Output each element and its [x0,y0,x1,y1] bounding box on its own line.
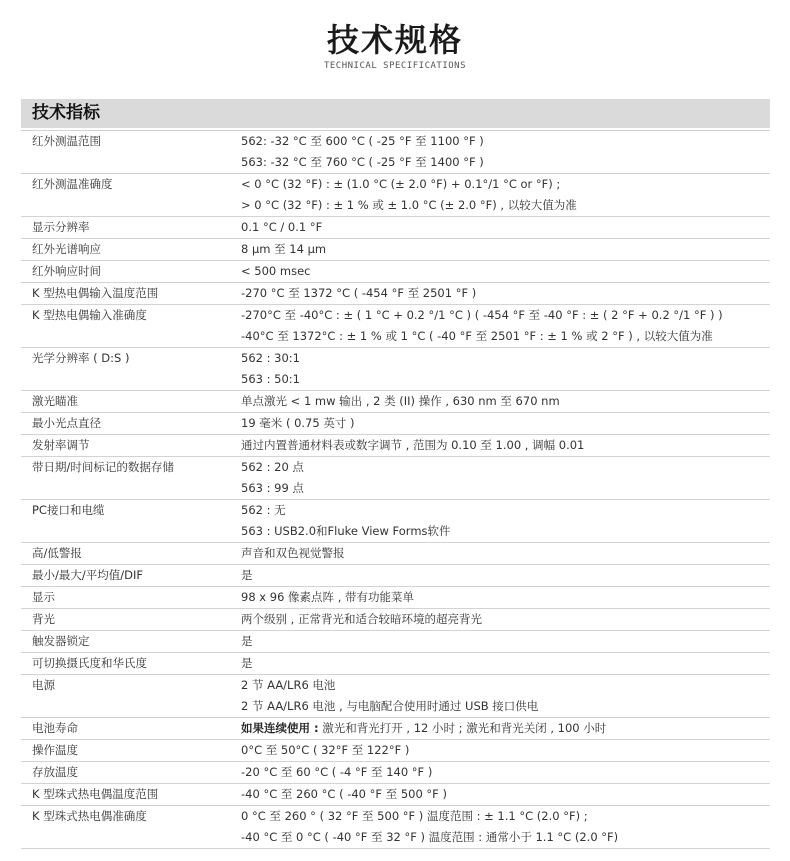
spec-value: 通过内置普通材料表或数字调节 , 范围为 0.10 至 1.00 , 调幅 0.01 [241,438,585,452]
spec-value: 声音和双色视觉警报 [241,546,345,560]
spec-label: 红外测温范围 [32,134,101,148]
spec-values [241,283,770,304]
spec-label: 触发器锁定 [32,634,90,648]
spec-label: K 型珠式热电偶温度范围 [32,787,159,801]
spec-values [241,587,770,608]
spec-values [241,784,770,805]
spec-value: 0°C 至 50°C ( 32°F 至 122°F ) [241,743,410,757]
spec-value: -270 °C 至 1372 °C ( -454 °F 至 2501 °F ) [241,286,477,300]
spec-label: 操作温度 [32,743,78,757]
spec-row [21,261,770,283]
spec-label: 红外响应时间 [32,264,101,278]
spec-label: K 型珠式热电偶准确度 [32,809,147,823]
spec-value: 是 [241,568,253,582]
spec-values [241,675,770,717]
spec-label: 高/低警报 [32,546,82,560]
spec-values [241,174,770,216]
spec-label: 电源 [32,678,55,692]
spec-value: 563 : 50:1 [241,372,300,386]
spec-row [21,806,770,849]
spec-value: -270°C 至 -40°C : ± ( 1 °C + 0.2 °/1 °C ) ( -454 °F 至 -40 °F : ± ( 2 °F + 0.2 °/1 °F ) ) [241,308,723,322]
spec-values [241,457,770,499]
spec-value: 两个级别 , 正常背光和适合较暗环境的超亮背光 [241,612,482,626]
spec-row [21,413,770,435]
spec-value: 8 µm 至 14 µm [241,242,327,256]
spec-values [241,261,770,282]
spec-value [241,718,770,739]
spec-label: K 型热电偶输入温度范围 [32,286,159,300]
spec-label: 红外测温准确度 [32,177,113,191]
spec-row [21,391,770,413]
spec-values [241,413,770,434]
spec-values [241,718,770,739]
spec-values [241,631,770,652]
spec-row [21,784,770,806]
spec-values [241,391,770,412]
spec-row [21,457,770,500]
spec-label: 可切换摄氏度和华氏度 [32,656,147,670]
spec-values [241,543,770,564]
spec-row [21,740,770,762]
spec-label: 存放温度 [32,765,78,779]
spec-value: -40 °C 至 0 °C ( -40 °F 至 32 °F ) 温度范围 : 通常小于 1.1 °C (2.0 °F) [241,830,619,844]
spec-value: > 0 °C (32 °F) : ± 1 % 或 ± 1.0 °C (± 2.0 °F) , 以较大值为准 [241,198,577,212]
spec-row [21,130,770,174]
spec-row [21,631,770,653]
page-subtitle: TECHNICAL SPECIFICATIONS [323,61,467,71]
spec-label: 红外光谱响应 [32,242,101,256]
spec-values [241,762,770,783]
spec-value: 562 : 30:1 [241,351,300,365]
spec-value: 563 : 99 点 [241,481,304,495]
spec-value: 2 节 AA/LR6 电池 , 与电脑配合使用时通过 USB 接口供电 [241,699,539,713]
spec-value: 单点激光 < 1 mw 输出 , 2 类 (II) 操作 , 630 nm 至 670 nm [241,394,560,408]
spec-label: 显示 [32,590,55,604]
spec-value: -40°C 至 1372°C : ± 1 % 或 1 °C ( -40 °F 至 2501 °F : ± 1 % 或 2 °F ) , 以较大值为准 [241,329,713,343]
spec-values [241,305,770,347]
spec-label: 带日期/时间标记的数据存储 [32,460,174,474]
spec-value: 562 : 20 点 [241,460,304,474]
spec-row [21,435,770,457]
spec-values [241,217,770,238]
spec-value: 是 [241,656,253,670]
spec-values [241,565,770,586]
spec-values [241,131,770,173]
spec-value: 2 节 AA/LR6 电池 [241,678,336,692]
section-header: 技术指标 [21,99,770,128]
spec-label: 最小光点直径 [32,416,101,430]
spec-label: 最小/最大/平均值/DIF [32,568,143,582]
spec-row [21,762,770,784]
spec-values [241,806,770,848]
spec-row [21,543,770,565]
spec-values [241,435,770,456]
spec-label: 背光 [32,612,55,626]
spec-value: -20 °C 至 60 °C ( -4 °F 至 140 °F ) [241,765,433,779]
spec-row [21,565,770,587]
spec-value: 562 : 无 [241,503,286,517]
spec-row [21,217,770,239]
spec-row [21,283,770,305]
spec-value: 是 [241,634,253,648]
spec-label: 显示分辨率 [32,220,90,234]
spec-row [21,174,770,217]
spec-value: 562: -32 °C 至 600 °C ( -25 °F 至 1100 °F ) [241,134,484,148]
spec-values [241,239,770,260]
spec-row [21,675,770,718]
spec-label: 光学分辨率 ( D:S ) [32,351,130,365]
spec-label: K 型热电偶输入准确度 [32,308,147,322]
spec-value: -40 °C 至 260 °C ( -40 °F 至 500 °F ) [241,787,447,801]
spec-value: 563 : USB2.0和Fluke View Forms软件 [241,524,451,538]
spec-row [21,239,770,261]
spec-value: 0 °C 至 260 ° ( 32 °F 至 500 °F ) 温度范围 : ± 1.1 °C (2.0 °F) ; [241,809,588,823]
spec-value-emphasis: 如果连续使用 : [241,721,319,735]
spec-row [21,305,770,348]
spec-values [241,500,770,542]
spec-row [21,587,770,609]
spec-value: < 500 msec [241,264,311,278]
spec-values [241,740,770,761]
spec-value: < 0 °C (32 °F) : ± (1.0 °C (± 2.0 °F) + 0.1°/1 °C or °F) ; [241,177,561,191]
spec-row [21,609,770,631]
spec-row [21,348,770,391]
spec-values [241,653,770,674]
spec-value: 563: -32 °C 至 760 °C ( -25 °F 至 1400 °F ) [241,155,484,169]
spec-values [241,609,770,630]
spec-table [21,130,770,849]
spec-row [21,653,770,675]
spec-label: 电池寿命 [32,721,78,735]
spec-value: 0.1 °C / 0.1 °F [241,220,323,234]
spec-value: 98 x 96 像素点阵 , 带有功能菜单 [241,590,415,604]
page-title: 技术规格 [326,21,463,59]
spec-row [21,718,770,740]
spec-row [21,500,770,543]
spec-label: 发射率调节 [32,438,90,452]
spec-values [241,348,770,390]
spec-value-text: 激光和背光打开 , 12 小时 ; 激光和背光关闭 , 100 小时 [318,721,607,735]
spec-label: 激光瞄准 [32,394,78,408]
spec-label: PC接口和电缆 [32,503,105,517]
spec-value: 19 毫米 ( 0.75 英寸 ) [241,416,355,430]
